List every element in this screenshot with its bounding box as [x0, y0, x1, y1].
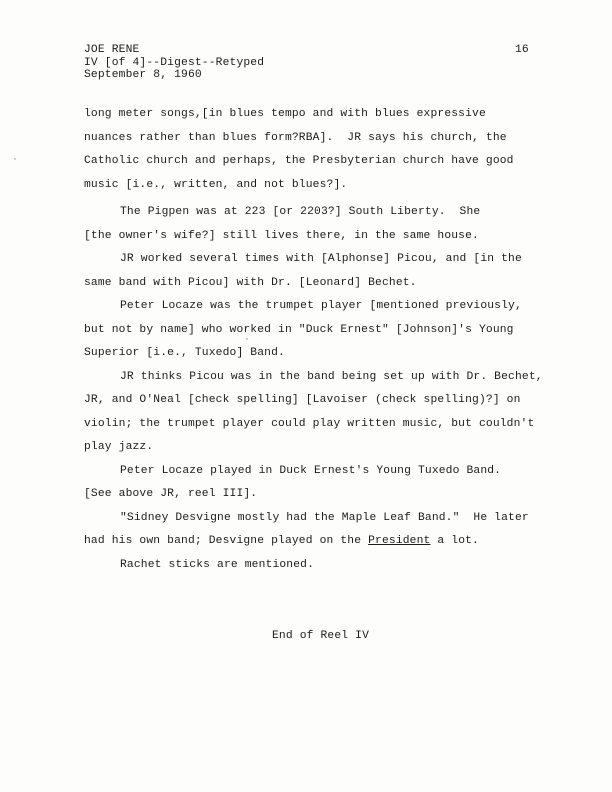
text-segment: had his own band; Desvigne played on the: [84, 535, 369, 547]
page-number: 16: [515, 44, 529, 56]
document-body: [84, 103, 554, 577]
text-line: JR, and O'Neal [check spelling] [Lavoiser (check spelling)?] on: [84, 394, 521, 406]
paragraph: [84, 103, 554, 197]
paragraph: [84, 248, 554, 295]
text-line: Peter Locaze played in Duck Ernest's Young Tuxedo Band.: [120, 464, 502, 477]
text-line: but not by name] who worked in "Duck Ernest" [Johnson]'s Young: [84, 323, 514, 336]
text-line: long meter songs,[in blues tempo and with blues expressive: [84, 108, 486, 120]
text-line: same band with Picou] with Dr. [Leonard] Bechet.: [84, 276, 417, 289]
header-name: JOE RENE: [84, 44, 140, 56]
document-header: [84, 44, 264, 82]
text-line: JR worked several times with [Alphonse] Picou, and [in the: [120, 253, 522, 265]
header-date: September 8, 1960: [84, 69, 202, 81]
text-line: Superior [i.e., Tuxedo] Band.: [84, 347, 285, 359]
underlined-boat-name: President: [368, 535, 431, 547]
text-line: The Pigpen was at 223 [or 2203?] South Liberty. She: [120, 206, 481, 218]
text-line: Peter Locaze was the trumpet player [mentioned previously,: [120, 300, 522, 312]
text-line: play jazz.: [84, 441, 154, 453]
text-line: [See above JR, reel III].: [84, 488, 258, 500]
text-line: [the owner's wife?] still lives there, in the same house.: [84, 229, 479, 242]
text-line: Catholic church and perhaps, the Presbyterian church have good: [84, 155, 514, 167]
text-line: JR thinks Picou was in the band being set up with Dr. Bechet,: [120, 370, 543, 383]
header-reel-info: IV [of 4]--Digest--Retyped: [84, 56, 265, 69]
text-line: music [i.e., written, and not blues?].: [84, 178, 348, 191]
paragraph: [84, 201, 554, 248]
paragraph: [84, 507, 554, 554]
scan-speck: [14, 158, 16, 160]
paragraph: [84, 295, 554, 366]
paragraph: [84, 460, 554, 507]
text-line: [84, 530, 554, 554]
text-line: nuances rather than blues form?RBA]. JR says his church, the: [84, 131, 507, 144]
text-line: violin; the trumpet player could play written music, but couldn't: [84, 417, 535, 430]
paragraph: [84, 366, 554, 460]
paragraph: [84, 554, 554, 578]
text-line: "Sidney Desvigne mostly had the Maple Leaf Band." He later: [120, 511, 529, 524]
text-line: Rachet sticks are mentioned.: [120, 558, 315, 571]
end-of-reel-note: End of Reel IV: [272, 630, 370, 642]
text-segment: a lot.: [430, 535, 479, 547]
